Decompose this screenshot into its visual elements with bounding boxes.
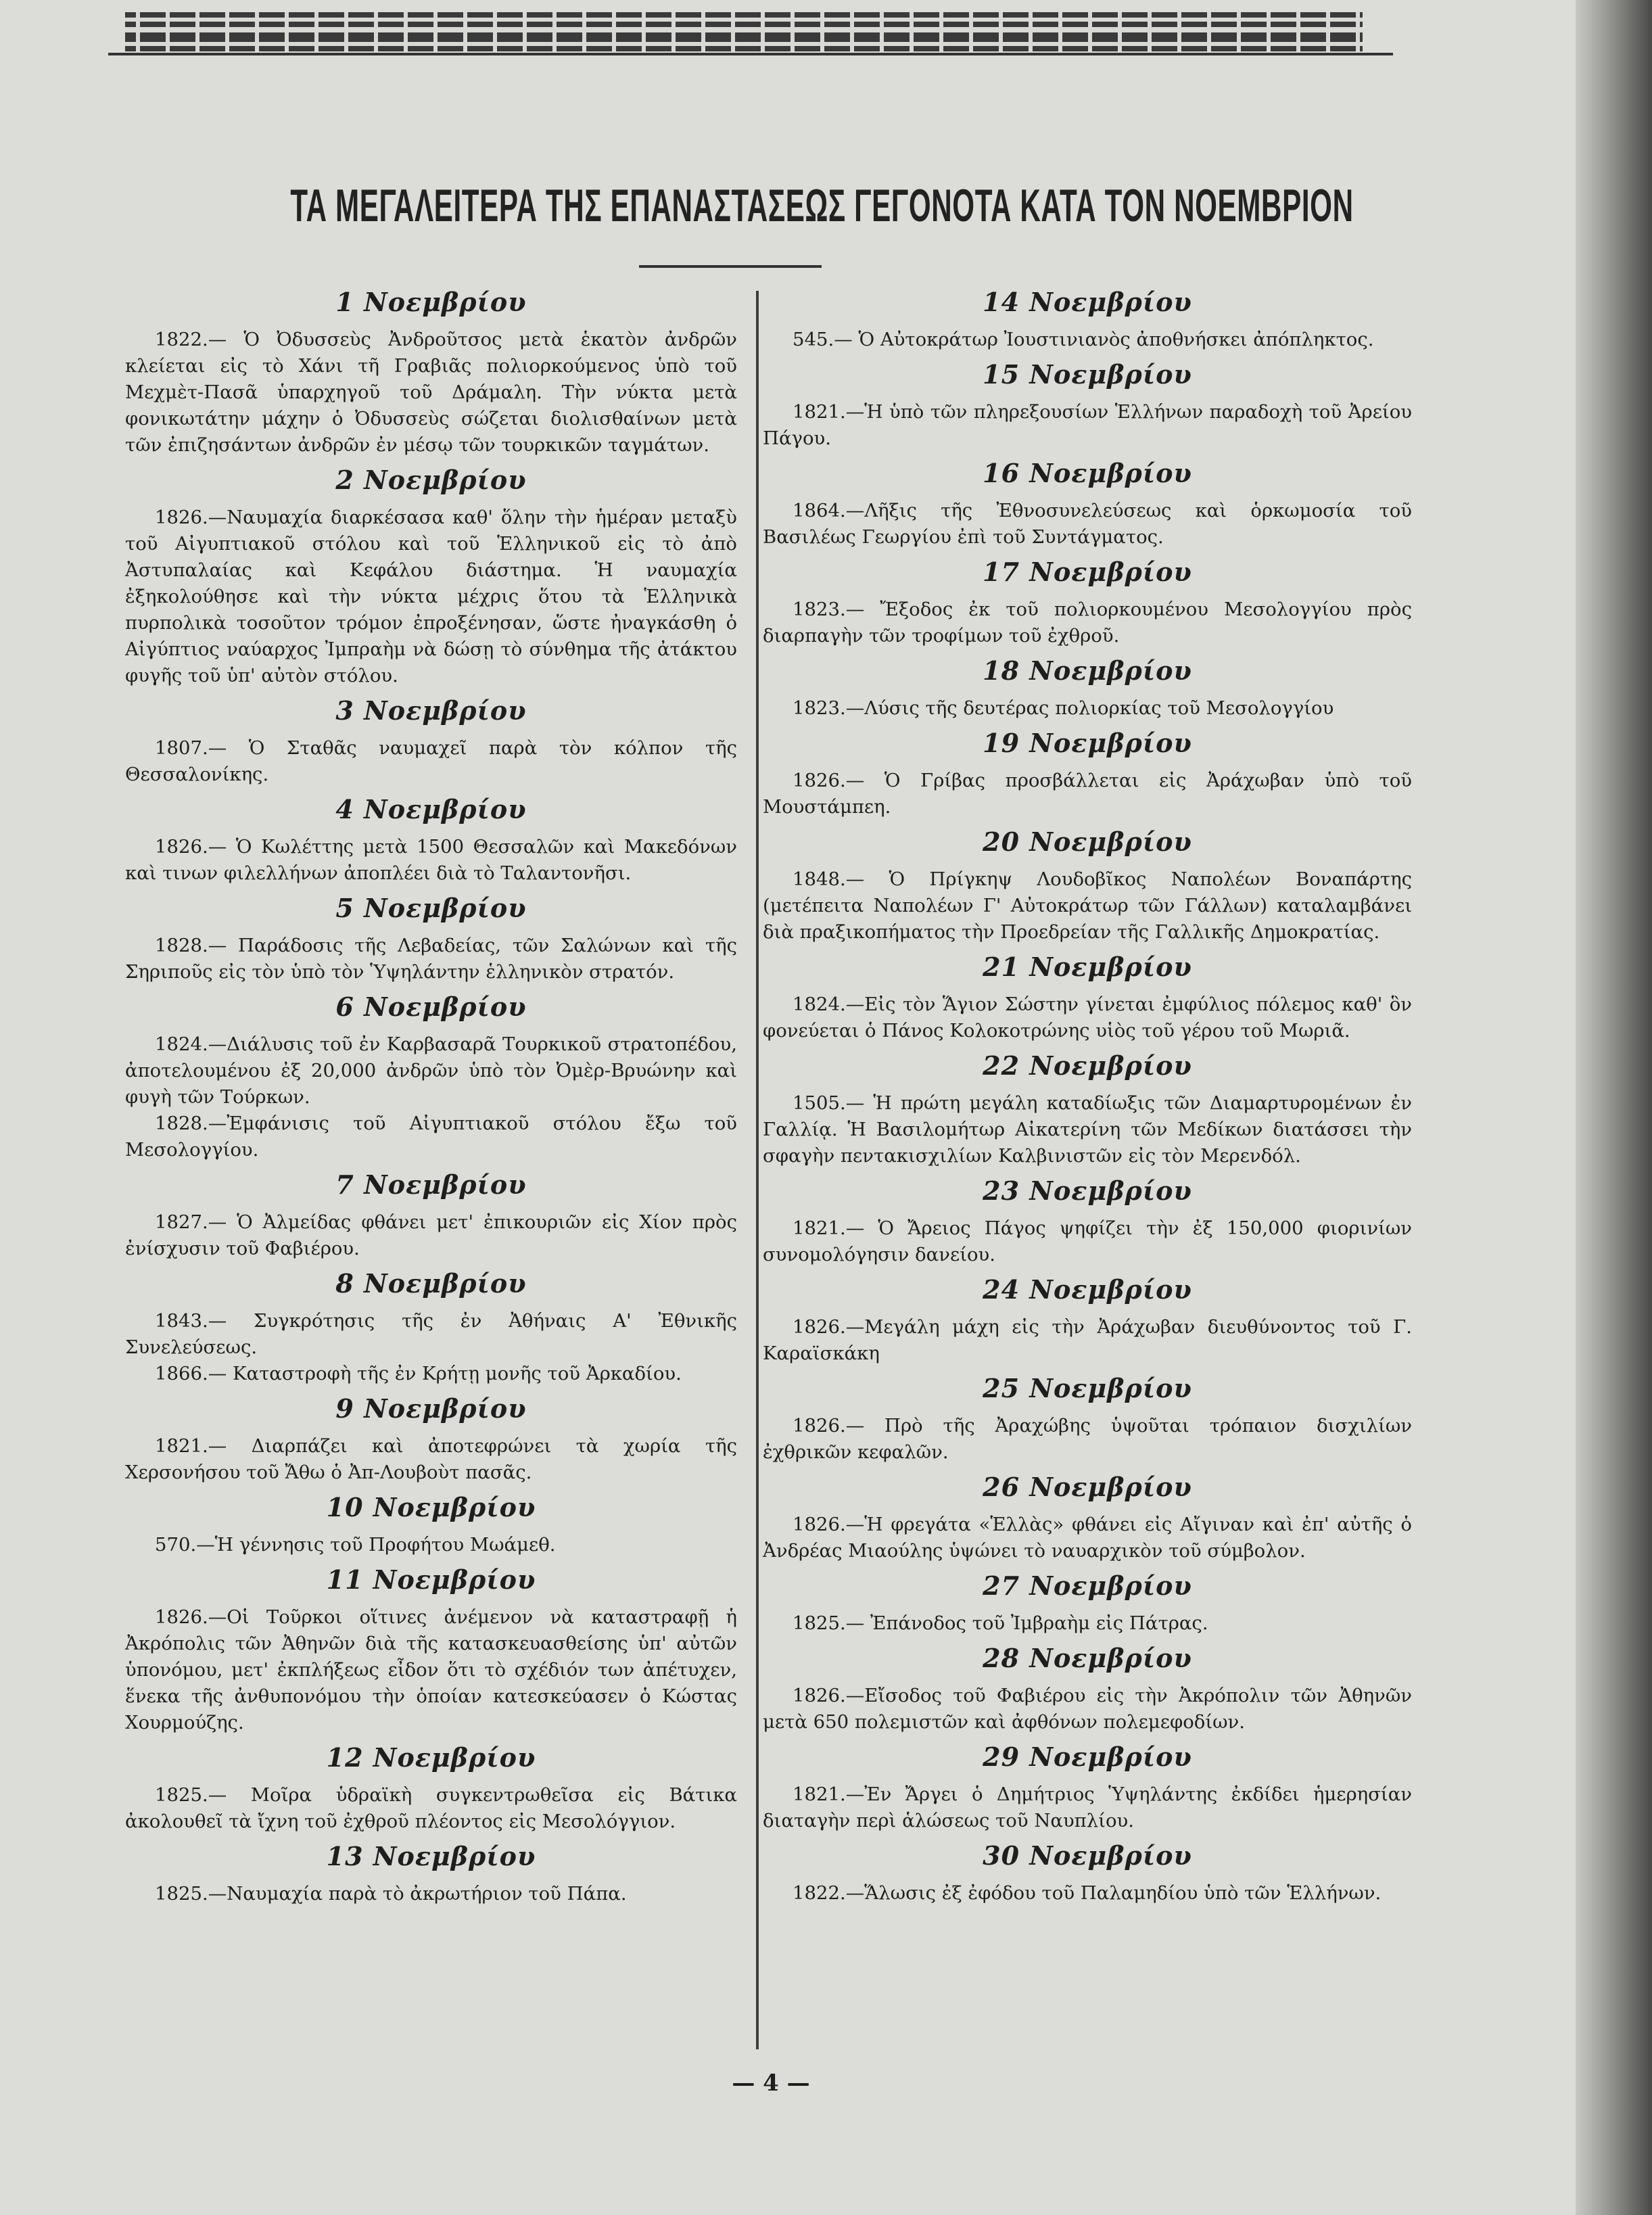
day-section (125, 1490, 737, 1558)
page-edge-shadow (1576, 0, 1652, 2215)
day-section (125, 693, 737, 788)
event-entry: 1821.—Ἐν Ἄργει ὁ Δημήτριος Ὑψηλάντης ἐκδίδει ἡμερησίαν διαταγὴν περὶ ἁλώσεως τοῦ Ναυπλίου. (763, 1783, 1412, 1832)
day-heading: 10 Νοεμβρίου (326, 1492, 536, 1522)
day-heading: 27 Νοεμβρίου (983, 1570, 1192, 1601)
event-entry: 1826.—Μεγάλη μάχη εἰς τὴν Ἀράχωβαν διευθύνοντος τοῦ Γ. Καραϊσκάκη (763, 1316, 1412, 1364)
day-heading: 15 Νοεμβρίου (983, 359, 1192, 390)
event-entry: 1866.— Καταστροφὴ τῆς ἐν Κρήτῃ μονῆς τοῦ Ἀρκαδίου. (155, 1363, 682, 1384)
day-heading: 6 Νοεμβρίου (335, 992, 527, 1022)
event-entry: 545.— Ὁ Αὐτοκράτωρ Ἰουστινιανὸς ἀποθνήσκει ἀπόπληκτος. (793, 329, 1374, 350)
event-entry: 1821.— Ὁ Ἄρειος Πάγος ψηφίζει τὴν ἐξ 150,000 φιορινίων συνομολόγησιν δανείου. (763, 1217, 1412, 1265)
day-heading: 5 Νοεμβρίου (335, 893, 527, 923)
event-entry: 1823.—Λύσις τῆς δευτέρας πολιορκίας τοῦ Μεσολογγίου (793, 697, 1334, 719)
day-section (125, 1266, 737, 1387)
day-heading: 1 Νοεμβρίου (335, 287, 527, 317)
event-entry: 1824.—Εἰς τὸν Ἅγιον Σώστην γίνεται ἐμφύλιος πόλεμος καθ' ὃν φονεύεται ὁ Πάνος Κολοκοτρώνης υἱὸς τοῦ γέρου τοῦ Μωριᾶ. (763, 994, 1412, 1042)
day-section (763, 1641, 1412, 1735)
day-section (763, 1173, 1412, 1268)
day-section (763, 824, 1412, 946)
day-section (763, 1568, 1412, 1637)
day-section (125, 285, 737, 459)
day-section (125, 463, 737, 689)
day-heading: 22 Νοεμβρίου (983, 1050, 1192, 1081)
day-section (763, 1838, 1412, 1907)
day-heading: 21 Νοεμβρίου (983, 952, 1192, 982)
event-entry: 1821.—Ἡ ὑπὸ τῶν πληρεξουσίων Ἑλλήνων παραδοχὴ τοῦ Ἀρείου Πάγου. (763, 401, 1412, 449)
event-entry: 1826.—Οἱ Τοῦρκοι οἵτινες ἀνέμενον νὰ καταστραφῇ ἡ Ἀκρόπολις τῶν Ἀθηνῶν διὰ τῆς κατασκευασθείσης ὑπ' αὐτῶν ὑπονόμου, μετ' ἐκπλήξεως εἶδον ὅτι τὸ σχέδιόν των ἀπέτυχεν, ἕνεκα τῆς ἀνθυπονόμου τὴν ὁποίαν κατεσκεύασεν ὁ Κώστας Χουρμούζης. (125, 1606, 737, 1733)
greek-key-border (125, 12, 1363, 51)
day-section (125, 989, 737, 1163)
event-entry: 1864.—Λῆξις τῆς Ἐθνοσυνελεύσεως καὶ ὁρκωμοσία τοῦ Βασιλέως Γεωργίου ἐπὶ τοῦ Συντάγματος. (763, 500, 1412, 548)
event-entry: 1825.—Ναυμαχία παρὰ τὸ ἀκρωτήριον τοῦ Πάπα. (155, 1883, 627, 1905)
event-entry: 1826.— Πρὸ τῆς Ἀραχώβης ὑψοῦται τρόπαιον δισχιλίων ἐχθρικῶν κεφαλῶν. (763, 1415, 1412, 1463)
event-entry: 1828.— Παράδοσις τῆς Λεβαδείας, τῶν Σαλώνων καὶ τῆς Σηριποῦς εἰς τὸν ὑπὸ τὸν Ὑψηλάντην ἑλληνικὸν στρατόν. (125, 935, 737, 983)
day-heading: 13 Νοεμβρίου (326, 1841, 536, 1871)
day-section (763, 1272, 1412, 1367)
event-entry: 570.—Ἡ γέννησις τοῦ Προφήτου Μωάμεθ. (155, 1534, 556, 1556)
event-entry: 1826.—Ναυμαχία διαρκέσασα καθ' ὅλην τὴν ἡμέραν μεταξὺ τοῦ Αἰγυπτιακοῦ στόλου καὶ τοῦ Ἑλληνικοῦ εἰς τὸ ἀπὸ Ἀστυπαλαίας καὶ Κεφάλου διάστημα. Ἡ ναυμαχία ἐξηκολούθησε καὶ τὴν νύκτα μέχρις ὅτου τὰ Ἑλληνικὰ πυρπολικὰ τοσοῦτον τρόμον ἐπροξένησαν, ὥστε ἠναγκάσθη ὁ Αἰγύπτιος ναύαρχος Ἰμπραὴμ νὰ δώσῃ τὸ σύνθημα τῆς ἀτάκτου φυγῆς τοῦ ὑπ' αὐτὸν στόλου. (125, 507, 737, 686)
day-section (125, 891, 737, 985)
page-title: ΤΑ ΜΕΓΑΛΕΙΤΕΡΑ ΤΗΣ ΕΠΑΝΑΣΤΑΣΕΩΣ ΓΕΓΟΝΟΤΑ ΚΑΤΑ ΤΟΝ ΝΟΕΜΒΡΙΟΝ (290, 180, 1354, 231)
day-section (763, 1470, 1412, 1564)
event-entry: 1822.—Ἅλωσις ἐξ ἐφόδου τοῦ Παλαμηδίου ὑπὸ τῶν Ἑλλήνων. (793, 1882, 1382, 1904)
day-section (125, 792, 737, 887)
day-section (125, 1740, 737, 1835)
day-section (763, 653, 1412, 722)
day-heading: 11 Νοεμβρίου (326, 1564, 536, 1595)
page-number: — 4 — (732, 2070, 810, 2097)
event-entry: 1826.— Ὁ Γρίβας προσβάλλεται εἰς Ἀράχωβαν ὑπὸ τοῦ Μουστάμπεη. (763, 770, 1412, 818)
day-section (763, 1740, 1412, 1834)
day-section (125, 1167, 737, 1262)
event-entry: 1826.—Ἡ φρεγάτα «Ἑλλὰς» φθάνει εἰς Αἴγιναν καὶ ἐπ' αὐτῆς ὁ Ἀνδρέας Μιαούλης ὑψώνει τὸ ναυαρχικὸν τοῦ σύμβολον. (763, 1514, 1412, 1562)
event-entry: 1828.—Ἐμφάνισις τοῦ Αἰγυπτιακοῦ στόλου ἔξω τοῦ Μεσολογγίου. (125, 1113, 737, 1161)
day-section (763, 285, 1412, 353)
day-section (125, 1391, 737, 1486)
event-entry: 1807.— Ὁ Σταθᾶς ναυμαχεῖ παρὰ τὸν κόλπον τῆς Θεσσαλονίκης. (125, 737, 737, 785)
day-heading: 17 Νοεμβρίου (983, 557, 1192, 587)
left-column (125, 281, 737, 1907)
day-section (763, 357, 1412, 452)
day-heading: 12 Νοεμβρίου (326, 1742, 536, 1773)
day-heading: 24 Νοεμβρίου (983, 1274, 1192, 1305)
day-section (125, 1562, 737, 1736)
day-heading: 23 Νοεμβρίου (983, 1175, 1192, 1206)
day-section (763, 555, 1412, 649)
day-section (763, 456, 1412, 551)
day-heading: 26 Νοεμβρίου (983, 1472, 1192, 1502)
event-entry: 1848.— Ὁ Πρίγκηψ Λουδοβῖκος Ναπολέων Βοναπάρτης (μετέπειτα Ναπολέων Γ' Αὐτοκράτωρ τῶν Γάλλων) καταλαμβάνει διὰ πραξικοπήματος τὴν Προεδρείαν τῆς Γαλλικῆς Δημοκρατίας. (763, 868, 1412, 943)
event-entry: 1827.— Ὁ Ἀλμείδας φθάνει μετ' ἐπικουριῶν εἰς Χίον πρὸς ἐνίσχυσιν τοῦ Φαβιέρου. (125, 1211, 737, 1259)
event-entry: 1821.— Διαρπάζει καὶ ἀποτεφρώνει τὰ χωρία τῆς Χερσονήσου τοῦ Ἄθω ὁ Ἀπ-Λουβοὺτ πασᾶς. (125, 1435, 737, 1483)
event-entry: 1825.— Ἐπάνοδος τοῦ Ἰμβραὴμ εἰς Πάτρας. (793, 1612, 1208, 1634)
event-entry: 1825.— Μοῖρα ὑδραϊκὴ συγκεντρωθεῖσα εἰς Βάτικα ἀκολουθεῖ τὰ ἴχνη τοῦ ἐχθροῦ πλέοντος εἰς Μεσολόγγιον. (125, 1784, 737, 1832)
header-rule (108, 53, 1393, 55)
day-heading: 9 Νοεμβρίου (335, 1393, 527, 1424)
day-heading: 16 Νοεμβρίου (983, 458, 1192, 488)
day-heading: 20 Νοεμβρίου (983, 826, 1192, 857)
day-heading: 29 Νοεμβρίου (983, 1742, 1192, 1772)
day-heading: 8 Νοεμβρίου (335, 1268, 527, 1299)
day-section (763, 726, 1412, 820)
day-section (763, 950, 1412, 1044)
day-section (125, 1839, 737, 1907)
right-column (763, 281, 1412, 1907)
day-heading: 3 Νοεμβρίου (335, 695, 527, 726)
day-heading: 2 Νοεμβρίου (335, 465, 527, 495)
day-heading: 28 Νοεμβρίου (983, 1643, 1192, 1673)
day-section (763, 1371, 1412, 1466)
day-heading: 19 Νοεμβρίου (983, 728, 1192, 758)
event-entry: 1505.— Ἡ πρώτη μεγάλη καταδίωξις τῶν Διαμαρτυρομένων ἐν Γαλλίᾳ. Ἡ Βασιλομήτωρ Αἰκατερίνη τῶν Μεδίκων διατάσσει τὴν σφαγὴν πεντακισχιλίων Καλβινιστῶν εἰς τὸν Μερενδόλ. (763, 1092, 1412, 1167)
day-heading: 30 Νοεμβρίου (983, 1840, 1192, 1871)
day-heading: 14 Νοεμβρίου (983, 287, 1192, 317)
day-heading: 18 Νοεμβρίου (983, 655, 1192, 686)
event-entry: 1823.— Ἔξοδος ἐκ τοῦ πολιορκουμένου Μεσολογγίου πρὸς διαρπαγὴν τῶν τροφίμων τοῦ ἐχθροῦ. (763, 599, 1412, 647)
day-heading: 4 Νοεμβρίου (335, 794, 527, 824)
title-underline (639, 265, 822, 268)
day-heading: 7 Νοεμβρίου (335, 1169, 527, 1200)
column-divider (756, 291, 759, 2049)
event-entry: 1822.— Ὁ Ὀδυσσεὺς Ἀνδροῦτσος μετὰ ἑκατὸν ἀνδρῶν κλείεται εἰς τὸ Χάνι τῆ Γραβιᾶς πολιορκούμενος ὑπὸ τοῦ Μεχμὲτ-Πασᾶ ὑπαρχηγοῦ τοῦ Δράμαλη. Τὴν νύκτα μετὰ φονικωτάτην μάχην ὁ Ὀδυσσεὺς σώζεται διολισθαίνων μετὰ τῶν ἐπιζησάντων ἀνδρῶν ἐν μέσῳ τῶν τουρκικῶν ταγμάτων. (125, 329, 737, 456)
event-entry: 1824.—Διάλυσις τοῦ ἐν Καρβασαρᾶ Τουρκικοῦ στρατοπέδου, ἀποτελουμένου ἐξ 20,000 ἀνδρῶν ὑπὸ τὸν Ὀμὲρ-Βρυώνην καὶ φυγὴ τῶν Τούρκων. (125, 1033, 737, 1108)
event-entry: 1826.— Ὁ Κωλέττης μετὰ 1500 Θεσσαλῶν καὶ Μακεδόνων καὶ τινων φιλελλήνων ἀποπλέει διὰ τὸ Ταλαντονῆσι. (125, 836, 737, 884)
event-entry: 1843.— Συγκρότησις τῆς ἐν Ἀθήναις Α' Ἐθνικῆς Συνελεύσεως. (125, 1310, 737, 1358)
day-heading: 25 Νοεμβρίου (983, 1373, 1192, 1403)
day-section (763, 1048, 1412, 1169)
event-entry: 1826.—Εἴσοδος τοῦ Φαβιέρου εἰς τὴν Ἀκρόπολιν τῶν Ἀθηνῶν μετὰ 650 πολεμιστῶν καὶ ἀφθόνων πολεμεφοδίων. (763, 1685, 1412, 1733)
